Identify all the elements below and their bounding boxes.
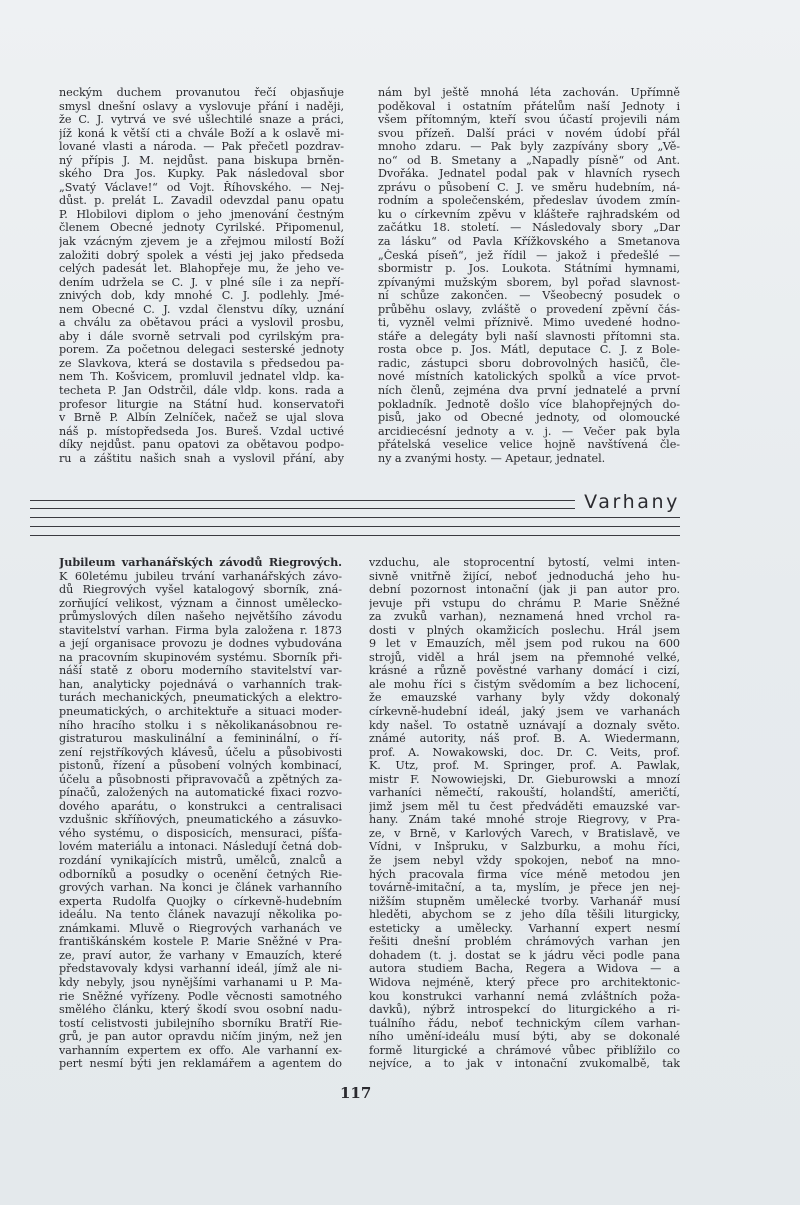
- text-line: že C. J. vytrvá ve své ušlechtilé snaze a práci,: [59, 113, 344, 127]
- text-line: pneumatických, o architektuře a situaci moder-: [59, 705, 342, 719]
- text-line: grových varhan. Na konci je článek varhanního: [59, 881, 342, 895]
- text-line: turách mechanických, pneumatických a elektro-: [59, 691, 342, 705]
- text-line: jíž koná k větší cti a chvále Boží a k oslavě mi-: [59, 126, 344, 140]
- text-line: vého systému, o disposicích, mensuraci, píšťa-: [59, 826, 342, 840]
- text-line: smysl dnešní oslavy a vyslovuje přání i naději,: [59, 99, 344, 113]
- text-line: na pracovním skupinovém systému. Sborník při-: [59, 650, 342, 664]
- text-line: mistr F. Nowowiejski, Dr. Gieburowski a mnozí: [369, 772, 680, 786]
- text-line: ideálu. Na tento článek navazují několika po-: [59, 908, 342, 922]
- text-line: kou konstrukci varhanní nemá zvláštních poža-: [369, 989, 680, 1003]
- text-line: dohadem (t. j. dostat se k jádru věci podle pana: [369, 948, 680, 962]
- text-line: pokladník. Jednotě došlo více blahopřejných do-: [378, 397, 680, 411]
- text-line: hany. Znám také mnohé stroje Riegrovy, v Pra-: [369, 813, 680, 827]
- text-line: zorňující velikost, význam a činnost umělecko-: [59, 596, 342, 610]
- text-line: za lásku“ od Pavla Křížkovského a Smetanova: [378, 235, 680, 249]
- text-line: hých pracovala firma více méně metodou jen: [369, 867, 680, 881]
- text-line: průmyslových dílen našeho největšího závodu: [59, 610, 342, 624]
- text-line: dů Riegrových vyšel katalogový sborník, zná-: [59, 583, 342, 597]
- text-line: profesor liturgie na Státní hud. konservatoři: [59, 397, 344, 411]
- text-line: lovém materiálu a intonaci. Následují četná dob-: [59, 840, 342, 854]
- text-line: aby i dále svorně setrvali pod cyrilským pra-: [59, 329, 344, 343]
- text-line: ní schůze zakončen. — Všeobecný posudek o: [378, 289, 680, 303]
- text-line: prof. A. Nowakowski, doc. Dr. C. Veits, prof.: [369, 745, 680, 759]
- text-line: zprávu o působení C. J. ve směru hudebním, ná-: [378, 180, 680, 194]
- text-line: pínačů, založených na automatické fixaci rozvo-: [59, 786, 342, 800]
- text-line: no“ od B. Smetany a „Napadly písně“ od Ant.: [378, 153, 680, 167]
- text-line: rozdání vynikajících mistrů, umělců, znalců a: [59, 854, 342, 868]
- text-line: průběhu oslavy, zvláště o provedení zpěvní čás-: [378, 302, 680, 316]
- text-line: celých padesát let. Blahopřeje mu, že jeho ve-: [59, 262, 344, 276]
- text-line: K 60letému jubileu trvání varhanářských závo-: [59, 569, 342, 583]
- top-left-column: [59, 86, 344, 465]
- text-line: K. Utz, prof. M. Springer, prof. A. Pawlak,: [369, 759, 680, 773]
- text-line: ku o církevním zpěvu v klášteře rajhradském od: [378, 207, 680, 221]
- text-line: „Česká píseň“, jež řídil — jakož i předešlé —: [378, 248, 680, 262]
- text-line: a její organisace provozu je dodnes vybudována: [59, 637, 342, 651]
- text-line: rodním a společenském, předeslav úvodem zmín-: [378, 194, 680, 208]
- text-line: důst. p. prelát L. Zavadil odevzdal panu opatu: [59, 194, 344, 208]
- text-line: ních členů, zejména dva první jednatelé a první: [378, 384, 680, 398]
- text-line: rie Sněžné vyřízeny. Podle věcnosti samotného: [59, 989, 342, 1003]
- header-rule: [30, 517, 680, 518]
- text-line: neckým duchem provanutou řečí objasňuje: [59, 86, 344, 99]
- text-line: stáře a delegáty byli naší slavnosti přítomni sta.: [378, 329, 680, 343]
- text-line: znivých dob, kdy mnohé C. J. podlehly. Jmé-: [59, 289, 344, 303]
- text-line: techeta P. Jan Odstrčil, dále vldp. kons. rada a: [59, 384, 344, 398]
- text-line: účelu a působnosti připravovačů a zpětných za-: [59, 772, 342, 786]
- text-line: nám byl ještě mnohá léta zachován. Upřímně: [378, 86, 680, 99]
- text-line: ze Slavkova, která se dostavila s předsedou pa-: [59, 356, 344, 370]
- header-rule: [30, 508, 575, 509]
- section-title: Varhany: [584, 491, 680, 513]
- text-line: začátku 18. století. — Následovaly sbory „Dar: [378, 221, 680, 235]
- text-line: poděkoval i ostatním přátelům naší Jednoty i: [378, 99, 680, 113]
- text-line: jevuje při vstupu do chrámu P. Marie Sněžné: [369, 596, 680, 610]
- text-line: v Brně P. Albín Zelníček, načež se ujal slova: [59, 411, 344, 425]
- text-line: vzduchu, ale stoprocentní bytostí, velmi inten-: [369, 556, 680, 569]
- article-heading-line: [59, 556, 342, 570]
- text-line: dového aparátu, o konstrukci a centralisaci: [59, 799, 342, 813]
- text-line: ního hracího stolku i s několikanásobnou re-: [59, 718, 342, 732]
- text-line: pisů, jako od Obecné jednoty, od olomoucké: [378, 411, 680, 425]
- text-line: všem přítomným, kteří svou účastí projevili nám: [378, 113, 680, 127]
- header-rule: [30, 500, 575, 501]
- text-line: díky nejdůst. panu opatovi za obětavou podpo-: [59, 438, 344, 452]
- text-line: sbormistr p. Jos. Loukota. Státními hymnami,: [378, 262, 680, 276]
- text-line: grů, je pan autor opravdu ničím jiným, než jen: [59, 1030, 342, 1044]
- text-line: esteticky a umělecky. Varhanní expert nesmí: [369, 921, 680, 935]
- section-header: [30, 491, 680, 542]
- text-line: davků), nýbrž introspekcí do liturgického a ri-: [369, 1003, 680, 1017]
- text-line: krásné a různě pověstné varhany domácí i cizí,: [369, 664, 680, 678]
- text-line: ale mohu říci s čistým svědomím a bez lichocení,: [369, 677, 680, 691]
- text-line: církevně-hudební ideál, jaký jsem ve varhanách: [369, 705, 680, 719]
- text-line: zpívanými mužským sborem, byl pořad slavnost-: [378, 275, 680, 289]
- text-line: pistonů, řízení a působení volných kombinací,: [59, 759, 342, 773]
- text-line: lované vlasti a národa. — Pak přečetl pozdrav-: [59, 140, 344, 154]
- text-line: vzdušnic skříňových, pneumatického a zásuvko-: [59, 813, 342, 827]
- text-line: ný přípis J. M. nejdůst. pana biskupa brněn-: [59, 153, 344, 167]
- text-line: že jsem nebyl vždy spokojen, neboť na mno-: [369, 854, 680, 868]
- text-line: františkánském kostele P. Marie Sněžné v Pra-: [59, 935, 342, 949]
- text-line: představovaly kdysi varhanní ideál, jímž ale ni-: [59, 962, 342, 976]
- text-line: svou přízeň. Další práci v novém údobí přál: [378, 126, 680, 140]
- text-line: 9 let v Emauzích, měl jsem pod rukou na 600: [369, 637, 680, 651]
- text-line: rosta obce p. Jos. Mátl, deputace C. J. z Bole-: [378, 343, 680, 357]
- text-line: formě liturgické a chrámové vůbec přiblížilo co: [369, 1043, 680, 1057]
- bottom-right-column: [369, 556, 680, 1071]
- text-line: dební pozornost intonační (jak ji pan autor pro.: [369, 583, 680, 597]
- text-line: tuálního řádu, neboť technickým cílem varhan-: [369, 1016, 680, 1030]
- text-line: autora studiem Bacha, Regera a Widova — a: [369, 962, 680, 976]
- text-line: varhanním expertem ex offo. Ale varhanní ex-: [59, 1043, 342, 1057]
- text-line: náš p. místopředseda Jos. Bureš. Vzdal uctivé: [59, 424, 344, 438]
- text-line: nem Th. Košvicem, promluvil jednatel vldp. ka-: [59, 370, 344, 384]
- text-line: nové místních katolických spolků a více prvot-: [378, 370, 680, 384]
- text-line: jimž jsem měl tu čest předváděti emauzské var-: [369, 799, 680, 813]
- text-line: arcidiecésní jednoty a v. j. — Večer pak byla: [378, 424, 680, 438]
- text-line: hleděti, abychom se z jeho díla těšili liturgicky,: [369, 908, 680, 922]
- article-heading: Jubileum varhanářských závodů Riegrových.: [59, 556, 342, 569]
- text-line: nejvíce, a to jak v intonační zvukomalbě, tak: [369, 1057, 680, 1071]
- text-line: Widova nejméně, který přece pro architektonic-: [369, 975, 680, 989]
- text-line: náší statě z oboru moderního stavitelství var-: [59, 664, 342, 678]
- text-line: a chválu za obětavou práci a vyslovil prosbu,: [59, 316, 344, 330]
- text-line: nem Obecné C. J. vzdal členstvu díky, uznání: [59, 302, 344, 316]
- text-line: zení rejstříkových klávesů, účelu a působivosti: [59, 745, 342, 759]
- text-line: ze, praví autor, že varhany v Emauzích, které: [59, 948, 342, 962]
- text-line: „Svatý Václave!“ od Vojt. Říhovského. — Nej-: [59, 180, 344, 194]
- text-line: kdy našel. To ostatně uznávají a doznaly světo.: [369, 718, 680, 732]
- text-line: mnoho zdaru. — Pak byly zazpívány sbory „Vě-: [378, 140, 680, 154]
- text-line: že emauzské varhany byly vždy dokonalý: [369, 691, 680, 705]
- text-line: dením udržela se C. J. v plné síle i za nepří-: [59, 275, 344, 289]
- text-line: tostí celistvosti jubilejního sborníku Bratří Rie-: [59, 1016, 342, 1030]
- text-line: odborníků a posudky o ocenění četných Rie-: [59, 867, 342, 881]
- text-line: ního umění-ideálu musí býti, aby se dokonalé: [369, 1030, 680, 1044]
- text-line: jak vzácným zjevem je a zřejmou milostí Boží: [59, 235, 344, 249]
- header-rule: [30, 535, 680, 536]
- text-line: členem Obecné jednoty Cyrilské. Připomenul,: [59, 221, 344, 235]
- text-line: radic, zástupci sboru dobrovolných hasičů, čle-: [378, 356, 680, 370]
- text-line: nižším stupněm umělecké tvorby. Varhanář musí: [369, 894, 680, 908]
- text-line: smělého článku, který škodí svou osobní nadu-: [59, 1003, 342, 1017]
- text-line: ze, v Brně, v Karlových Varech, v Bratislavě, ve: [369, 826, 680, 840]
- text-line: strojů, viděl a hrál jsem na přemnohé velké,: [369, 650, 680, 664]
- text-line: přátelská veselice velice hojně navštívená čle-: [378, 438, 680, 452]
- text-line: ti, vyzněl velmi příznivě. Mimo uvedené hodno-: [378, 316, 680, 330]
- text-line: ského Dra Jos. Kupky. Pak následoval sbor: [59, 167, 344, 181]
- text-line: kdy nebyly, jsou nynějšími varhanami u P. Ma-: [59, 975, 342, 989]
- text-line: han, analyticky pojednává o varhanních trak-: [59, 677, 342, 691]
- text-line: známkami. Mluvě o Riegrových varhanách ve: [59, 921, 342, 935]
- text-line: založiti dobrý spolek a vésti jej jako předseda: [59, 248, 344, 262]
- text-line: varhaníci němečtí, rakouští, holandští, američtí,: [369, 786, 680, 800]
- text-line: stavitelství varhan. Firma byla založena r. 1873: [59, 623, 342, 637]
- bottom-left-column: [59, 556, 342, 1071]
- text-line: P. Hlobilovi diplom o jeho jmenování čestným: [59, 207, 344, 221]
- text-line: experta Rudolfa Quojky o církevně-hudebním: [59, 894, 342, 908]
- text-line: za zvuků varhan), neznamená hned vrchol ra-: [369, 610, 680, 624]
- top-right-column: [378, 86, 680, 465]
- text-line: Dvořáka. Jednatel podal pak v hlavních rysech: [378, 167, 680, 181]
- text-line: řešiti dnešní problém chrámových varhan jen: [369, 935, 680, 949]
- text-line: známé autority, náš prof. B. A. Wiedermann,: [369, 732, 680, 746]
- text-line: sivně vnitřně žijící, neboť jednoduchá jeho hu-: [369, 569, 680, 583]
- text-line: dosti v plných okamžicích poslechu. Hrál jsem: [369, 623, 680, 637]
- text-line: porem. Za početnou delegaci sesterské jednoty: [59, 343, 344, 357]
- text-line: Vídni, v Inšpruku, v Salzburku, a mohu říci,: [369, 840, 680, 854]
- text-line: továrně-imitační, a ta, myslím, je přece jen nej-: [369, 881, 680, 895]
- header-rule: [30, 526, 680, 527]
- text-line: ny a zvanými hosty. — Apetaur, jednatel.: [378, 451, 606, 465]
- text-line: gistraturou maskulinální a femininální, o ří-: [59, 732, 342, 746]
- text-line: pert nesmí býti jen reklamářem a agentem do: [59, 1057, 342, 1071]
- text-line: ru a záštitu našich snah a vyslovil přání, aby: [59, 451, 344, 465]
- page-number: 117: [340, 1084, 372, 1102]
